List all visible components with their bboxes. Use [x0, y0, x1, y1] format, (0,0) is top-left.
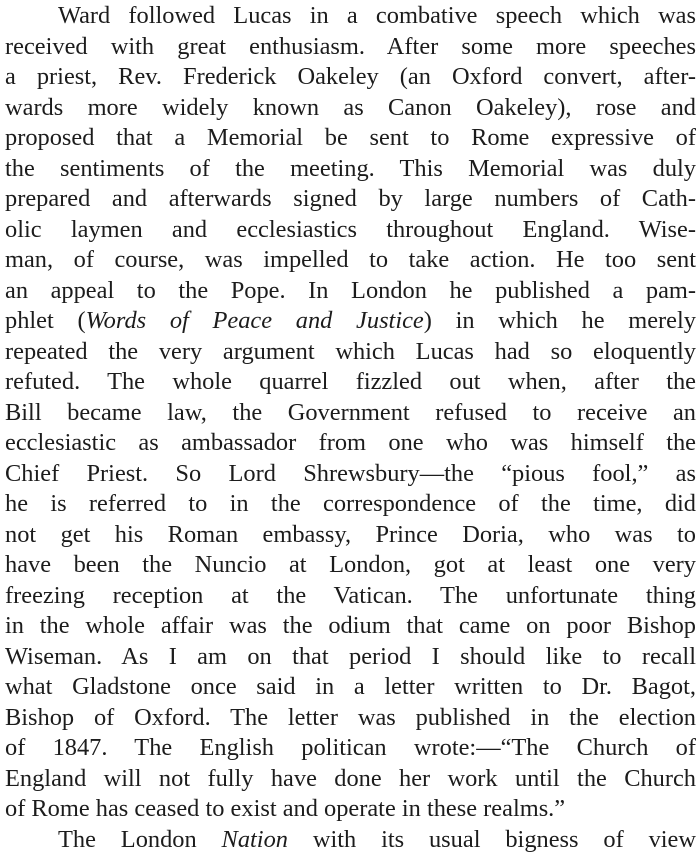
text-line-26: England will not fully have done her work until the Church: [5, 764, 696, 792]
text-line-10: an appeal to the Pope. In London he published a pam-: [5, 276, 696, 304]
text-line-12: repeated the very argument which Lucas had so eloquently: [5, 337, 696, 365]
text-line-4: wards more widely known as Canon Oakeley), rose and: [5, 93, 696, 121]
newspaper-title: Nation: [221, 825, 288, 853]
text-line-28-after: with its usual bigness of view: [287, 825, 696, 853]
text-line-20: freezing reception at the Vatican. The unfortunate thing: [5, 581, 696, 609]
text-line-18: not get his Roman embassy, Prince Doria, who was to: [5, 520, 696, 548]
text-line-2: received with great enthusiasm. After some more speeches: [5, 32, 696, 60]
text-line-5: proposed that a Memorial be sent to Rome expressive of: [5, 124, 696, 151]
text-line-15: ecclesiastic as ambassador from one who was himself the: [5, 429, 696, 456]
text-line-1: Ward followed Lucas in a combative speech which was: [58, 2, 696, 29]
text-line-7: prepared and afterwards signed by large numbers of Cath-: [5, 185, 696, 212]
text-line-25: of 1847. The English politican wrote:—“The Church of: [5, 734, 696, 761]
text-line-17: he is referred to in the correspondence of the time, did: [5, 490, 696, 517]
text-line-21: in the whole affair was the odium that came on poor Bishop: [5, 612, 696, 639]
text-line-23: what Gladstone once said in a letter written to Dr. Bagot,: [5, 673, 696, 700]
text-line-11-before: phlet (: [5, 307, 86, 334]
text-line-13: refuted. The whole quarrel fizzled out when, after the: [5, 368, 696, 395]
text-line-28: [5, 824, 696, 856]
text-line-22: Wiseman. As I am on that period I should like to recall: [5, 642, 696, 670]
text-line-19: have been the Nuncio at London, got at least one very: [5, 551, 696, 578]
pamphlet-title: Words of Peace and Justice: [85, 307, 424, 334]
text-line-3: a priest, Rev. Frederick Oakeley (an Oxford convert, after-: [5, 63, 696, 90]
text-line-11-after: ) in which he merely: [423, 307, 696, 334]
text-line-16: Chief Priest. So Lord Shrewsbury—the “pious fool,” as: [5, 459, 696, 487]
text-line-6: the sentiments of the meeting. This Memorial was duly: [5, 154, 696, 182]
document-page: [5, 0, 696, 853]
text-line-8: olic laymen and ecclesiastics throughout England. Wise-: [5, 215, 696, 243]
text-line-11: [5, 305, 696, 337]
text-line-27: of Rome has ceased to exist and operate in these realms.”: [5, 795, 566, 822]
text-line-24: Bishop of Oxford. The letter was published in the election: [5, 703, 696, 731]
text-line-28-before: The London: [58, 825, 222, 853]
text-line-9: man, of course, was impelled to take action. He too sent: [5, 246, 696, 273]
text-line-14: Bill became law, the Government refused to receive an: [5, 398, 696, 426]
